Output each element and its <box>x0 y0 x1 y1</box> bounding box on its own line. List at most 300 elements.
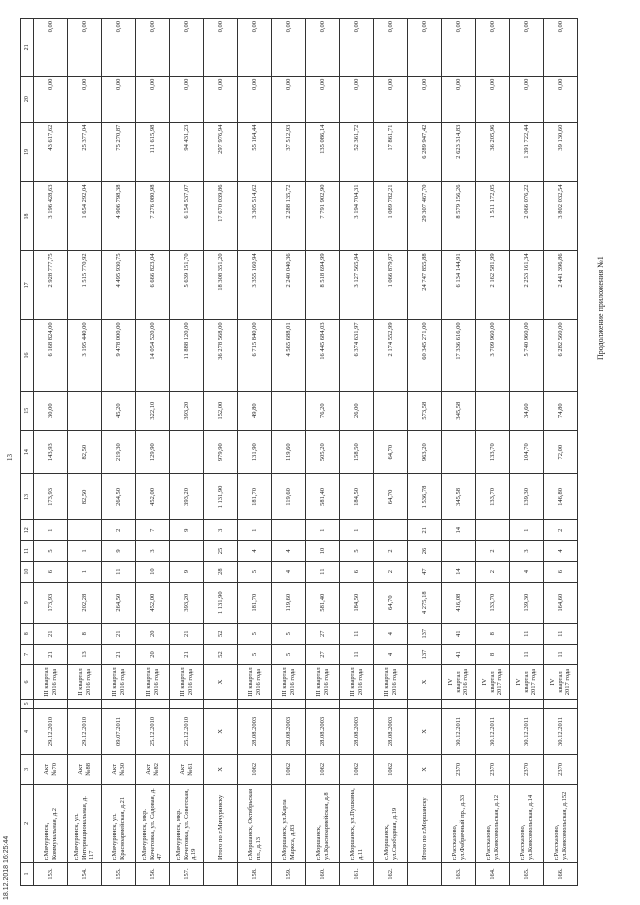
column-number: 4 <box>21 708 34 754</box>
table-cell: 6 <box>34 561 68 582</box>
table-cell: 5 <box>272 644 306 665</box>
table-cell: 82,50 <box>68 474 102 520</box>
table-cell: 11 <box>340 644 374 665</box>
table-cell: 52 <box>204 623 238 644</box>
table-cell: 166. <box>544 863 578 886</box>
table-cell: 322,10 <box>136 391 170 430</box>
table-cell: 3 305 514,62 <box>238 182 272 251</box>
table-cell: 3 802 032,54 <box>544 182 578 251</box>
table-cell: 581,40 <box>306 582 340 623</box>
table-cell: 0,00 <box>408 76 442 122</box>
table-cell <box>204 699 238 708</box>
table-cell: 2 <box>374 541 408 562</box>
table-cell: 0,00 <box>442 76 476 122</box>
table-cell: 21 <box>170 644 204 665</box>
table-cell: 25.12.2010 <box>170 708 204 754</box>
table-cell: 1 131,90 <box>204 474 238 520</box>
table-cell: 1062 <box>374 754 408 784</box>
table-cell: 39 130,60 <box>544 122 578 182</box>
table-cell: 8 518 694,99 <box>306 251 340 320</box>
table-cell: 20 <box>136 644 170 665</box>
table-cell: 153. <box>34 863 68 886</box>
table-cell: 0,00 <box>170 19 204 77</box>
table-cell: 30.12.2011 <box>544 708 578 754</box>
table-cell: 297 976,94 <box>204 122 238 182</box>
table-cell: X <box>204 665 238 699</box>
table-cell: 75 270,87 <box>102 122 136 182</box>
column-number: 19 <box>21 122 34 182</box>
table-cell: 181,70 <box>238 582 272 623</box>
table-cell: 345,58 <box>442 474 476 520</box>
table-cell: 30.12.2011 <box>476 708 510 754</box>
table-cell: 2 623 314,83 <box>442 122 476 182</box>
table-cell: 111 615,98 <box>136 122 170 182</box>
footer-timestamp: 18.12.2018 16:25:44 <box>3 835 10 900</box>
table-cell: Акт №70 <box>34 754 68 784</box>
table-row <box>510 19 544 886</box>
table-cell: 7 276 080,98 <box>136 182 170 251</box>
table-cell: 173,93 <box>34 582 68 623</box>
table-cell: 30.12.2011 <box>442 708 476 754</box>
table-cell: 184,50 <box>340 474 374 520</box>
table-cell: 8 579 156,26 <box>442 182 476 251</box>
table-cell: с.Моршанск, ул.Свободная, д.19 <box>374 784 408 862</box>
table-cell: 452,00 <box>136 474 170 520</box>
table-cell: 119,60 <box>272 474 306 520</box>
column-number: 20 <box>21 76 34 122</box>
table-cell: 0,00 <box>102 19 136 77</box>
table-cell: 5 <box>238 644 272 665</box>
table-cell: 5 740 960,00 <box>510 320 544 391</box>
table-cell: 2 066 076,22 <box>510 182 544 251</box>
table-cell: 2 162 581,99 <box>476 251 510 320</box>
table-cell: 133,70 <box>476 430 510 474</box>
table-cell: г.Мичуринск, мкр. Кочетовка, ул. Советская, д.19 <box>170 784 204 862</box>
table-cell: 6 666 823,04 <box>136 251 170 320</box>
table-cell: 163. <box>442 863 476 886</box>
table-cell: 14 <box>442 561 476 582</box>
column-number: 5 <box>21 699 34 708</box>
table-cell: 5 639 151,70 <box>170 251 204 320</box>
table-cell: 152,00 <box>204 391 238 430</box>
table-cell <box>272 520 306 541</box>
table-cell: 2370 <box>544 754 578 784</box>
table-cell: III квартал 2016 года <box>238 665 272 699</box>
table-cell: 0,00 <box>544 76 578 122</box>
table-cell: 1 066 879,97 <box>374 251 408 320</box>
table-cell: 345,58 <box>442 391 476 430</box>
table-cell: 8 <box>476 623 510 644</box>
table-cell: 104,70 <box>510 430 544 474</box>
table-cell: 94 431,23 <box>170 122 204 182</box>
table-cell: 6 <box>340 561 374 582</box>
table-cell: 11 <box>510 644 544 665</box>
table-cell: 162. <box>374 863 408 886</box>
table-cell: 2 <box>476 541 510 562</box>
table-cell <box>544 699 578 708</box>
table-cell <box>170 541 204 562</box>
table-cell <box>476 520 510 541</box>
table-cell: 3 355 160,94 <box>238 251 272 320</box>
table-cell: 0,00 <box>374 19 408 77</box>
table-cell: 161. <box>340 863 374 886</box>
table-cell: 5 <box>340 541 374 562</box>
table-cell: г.Моршанск, ул.Красноармейская, д.8 <box>306 784 340 862</box>
table-cell: 49,80 <box>238 391 272 430</box>
table-cell: 8 <box>476 644 510 665</box>
table-cell: 64,70 <box>374 474 408 520</box>
table-cell: 9 478 000,00 <box>102 320 136 391</box>
table-cell: 64,70 <box>374 430 408 474</box>
table-row <box>340 19 374 886</box>
table-cell: 16 445 684,03 <box>306 320 340 391</box>
table-cell: 30,00 <box>34 391 68 430</box>
table-cell: 119,60 <box>272 430 306 474</box>
table-cell: 0,00 <box>340 19 374 77</box>
table-cell: 2 <box>544 520 578 541</box>
table-cell: 2 253 161,34 <box>510 251 544 320</box>
table-cell: 10 <box>306 541 340 562</box>
table-cell: 184,50 <box>340 582 374 623</box>
table-cell: 0,00 <box>340 76 374 122</box>
table-cell: 27 <box>306 644 340 665</box>
table-cell <box>68 520 102 541</box>
table-cell: 154. <box>68 863 102 886</box>
table-cell: 0,00 <box>306 76 340 122</box>
table-cell: 3 709 960,00 <box>476 320 510 391</box>
table-cell: 3 195 440,00 <box>68 320 102 391</box>
table-cell: 30.12.2011 <box>510 708 544 754</box>
table-cell: 82,50 <box>68 430 102 474</box>
table-cell: III квартал 2016 года <box>34 665 68 699</box>
table-container <box>6 18 572 886</box>
table-cell: 43 617,62 <box>34 122 68 182</box>
table-cell: 0,00 <box>510 19 544 77</box>
table-cell: 6 <box>544 561 578 582</box>
table-cell: 2 928 777,75 <box>34 251 68 320</box>
table-cell <box>408 863 442 886</box>
table-row <box>408 19 442 886</box>
rotated-page <box>6 18 572 886</box>
table-cell: 1 <box>68 561 102 582</box>
table-cell: 17 336 616,00 <box>442 320 476 391</box>
table-cell: 1 <box>238 520 272 541</box>
table-cell: 2 <box>374 561 408 582</box>
table-cell: 0,00 <box>102 76 136 122</box>
table-cell: 1062 <box>238 754 272 784</box>
table-cell: 159. <box>272 863 306 886</box>
table-cell: 452,00 <box>136 582 170 623</box>
table-cell: 0,00 <box>306 19 340 77</box>
table-cell: 0,00 <box>34 76 68 122</box>
table-cell: IV квартал 2016 года <box>442 665 476 699</box>
table-cell: 76,20 <box>306 391 340 430</box>
table-cell: 6 154 537,07 <box>170 182 204 251</box>
table-cell: 11 <box>306 561 340 582</box>
table-cell: 1 <box>306 520 340 541</box>
table-cell: 1 391 722,44 <box>510 122 544 182</box>
table-cell: 157. <box>170 863 204 886</box>
table-cell: 6 374 631,97 <box>340 320 374 391</box>
table-cell: г.Моршанск, ул.Карла Маркса, д.83 <box>272 784 306 862</box>
table-cell: 0,00 <box>204 19 238 77</box>
column-number: 9 <box>21 582 34 623</box>
table-row <box>170 19 204 886</box>
table-cell: 158. <box>238 863 272 886</box>
table-cell: 74,80 <box>544 391 578 430</box>
table-cell: III квартал 2016 года <box>102 665 136 699</box>
table-cell <box>408 699 442 708</box>
table-cell: 219,30 <box>102 430 136 474</box>
table-cell: 264,50 <box>102 474 136 520</box>
table-cell: 10 <box>136 561 170 582</box>
column-number: 15 <box>21 391 34 430</box>
table-cell: Акт №88 <box>68 754 102 784</box>
table-cell <box>374 391 408 430</box>
table-cell: 158,50 <box>340 430 374 474</box>
table-cell: 14 054 520,00 <box>136 320 170 391</box>
column-number: 14 <box>21 430 34 474</box>
column-number: 2 <box>21 784 34 862</box>
table-cell <box>442 699 476 708</box>
table-cell: 52 <box>204 644 238 665</box>
table-cell <box>510 699 544 708</box>
table-cell <box>476 699 510 708</box>
table-cell: 4 495 930,75 <box>102 251 136 320</box>
table-cell: III квартал 2016 года <box>136 665 170 699</box>
table-cell: 21 <box>34 644 68 665</box>
table-cell: III квартал 2016 года <box>374 665 408 699</box>
column-number: 3 <box>21 754 34 784</box>
table-cell: 2370 <box>510 754 544 784</box>
table-cell: 5 <box>272 623 306 644</box>
table-cell <box>170 699 204 708</box>
table-cell: 17 670 039,86 <box>204 182 238 251</box>
column-number: 21 <box>21 19 34 77</box>
table-cell <box>238 699 272 708</box>
table-cell: 28.08.2003 <box>306 708 340 754</box>
table-cell: 4 <box>510 561 544 582</box>
table-cell: 29.12.2010 <box>34 708 68 754</box>
table-cell: 0,00 <box>238 76 272 122</box>
table-cell: 0,00 <box>136 76 170 122</box>
table-cell: 1 131,90 <box>204 582 238 623</box>
column-number: 7 <box>21 644 34 665</box>
table-cell: 60 345 271,00 <box>408 320 442 391</box>
table-cell: 2 441 396,86 <box>544 251 578 320</box>
table-cell: 2 <box>476 561 510 582</box>
table-cell: 1 <box>34 520 68 541</box>
table-cell: 1 <box>510 520 544 541</box>
table-cell: II квартал 2016 года <box>68 665 102 699</box>
table-cell: 164. <box>476 863 510 886</box>
table-cell: 139,30 <box>510 582 544 623</box>
table-cell: 0,00 <box>68 19 102 77</box>
table-cell: Акт №61 <box>170 754 204 784</box>
table-cell: 5 <box>238 623 272 644</box>
table-cell: 6 715 840,00 <box>238 320 272 391</box>
table-cell: 9 <box>170 520 204 541</box>
table-cell: 28 <box>204 561 238 582</box>
table-cell: 1 654 292,04 <box>68 182 102 251</box>
table-cell: X <box>408 665 442 699</box>
table-cell: IV квартал 2017 года <box>544 665 578 699</box>
column-number: 10 <box>21 561 34 582</box>
table-cell: 0,00 <box>272 19 306 77</box>
table-cell: 0,00 <box>408 19 442 77</box>
table-cell: 7 <box>136 520 170 541</box>
table-cell: 9 <box>102 541 136 562</box>
column-number: 1 <box>21 863 34 886</box>
table-cell: 119,60 <box>272 582 306 623</box>
table-row <box>272 19 306 886</box>
table-cell: 202,28 <box>68 582 102 623</box>
table-cell: 6 289 947,42 <box>408 122 442 182</box>
table-cell: 133,70 <box>476 474 510 520</box>
table-cell: 21 <box>170 623 204 644</box>
table-cell: 0,00 <box>170 76 204 122</box>
table-cell <box>374 520 408 541</box>
table-cell: 581,40 <box>306 474 340 520</box>
table-cell: 155. <box>102 863 136 886</box>
table-cell: 28.08.2003 <box>238 708 272 754</box>
table-cell: 2 240 040,36 <box>272 251 306 320</box>
table-cell: г.Моршанск, Октябрьская пл., д.13 <box>238 784 272 862</box>
column-number: 17 <box>21 251 34 320</box>
table-cell <box>204 863 238 886</box>
table-cell: X <box>408 754 442 784</box>
table-cell: 25 <box>204 541 238 562</box>
table-cell: 0,00 <box>272 76 306 122</box>
table-cell <box>340 699 374 708</box>
table-cell: 14 <box>442 520 476 541</box>
table-cell: г.Мичуринск, Коммунальная, д.2 <box>34 784 68 862</box>
table-cell: г.Моршанск, ул.Пушкина, д.11 <box>340 784 374 862</box>
page-number: 13 <box>6 454 14 461</box>
table-cell: 4 <box>374 644 408 665</box>
table-cell: Акт №82 <box>136 754 170 784</box>
table-cell: 4 275,18 <box>408 582 442 623</box>
table-cell: 34,60 <box>510 391 544 430</box>
table-cell <box>102 699 136 708</box>
table-cell: 11 <box>340 623 374 644</box>
table-row <box>238 19 272 886</box>
table-cell: IV квартал 2017 года <box>510 665 544 699</box>
column-number: 11 <box>21 541 34 562</box>
table-cell: 3 196 428,63 <box>34 182 68 251</box>
table-cell <box>170 430 204 474</box>
table-cell: 9 <box>170 561 204 582</box>
column-number: 18 <box>21 182 34 251</box>
table-row <box>442 19 476 886</box>
table-cell: 21 <box>34 623 68 644</box>
table-cell: 4 <box>374 623 408 644</box>
table-cell: 28.08.2003 <box>272 708 306 754</box>
table-cell: 18 308 351,20 <box>204 251 238 320</box>
table-row <box>476 19 510 886</box>
table-cell <box>442 541 476 562</box>
table-cell: 0,00 <box>204 76 238 122</box>
table-cell: 3 194 704,31 <box>340 182 374 251</box>
table-cell: 4 906 798,38 <box>102 182 136 251</box>
table-cell: 24 747 855,88 <box>408 251 442 320</box>
table-cell: г.Рассказово, ул.Комсомольская, д.14 <box>510 784 544 862</box>
table-cell <box>272 391 306 430</box>
table-cell: 129,90 <box>136 430 170 474</box>
table-cell: г.Рассказово, ул.Комсомольская, д.152 <box>544 784 578 862</box>
table-cell: 133,70 <box>476 582 510 623</box>
table-cell: 2370 <box>476 754 510 784</box>
table-cell: 393,20 <box>170 391 204 430</box>
column-number: 13 <box>21 474 34 520</box>
table-cell: 29.12.2010 <box>68 708 102 754</box>
table-cell: 573,58 <box>408 391 442 430</box>
table-cell <box>34 699 68 708</box>
column-number: 12 <box>21 520 34 541</box>
table-cell: 55 164,44 <box>238 122 272 182</box>
table-cell: 1 <box>340 520 374 541</box>
table-cell: 0,00 <box>476 19 510 77</box>
table-cell: 5 <box>34 541 68 562</box>
table-cell: 0,00 <box>374 76 408 122</box>
table-cell: 156. <box>136 863 170 886</box>
table-cell: 1062 <box>272 754 306 784</box>
table-row <box>204 19 238 886</box>
table-cell: 3 127 565,94 <box>340 251 374 320</box>
table-cell: г.Мичуринск, мкр. Кочетовка, ул. Садовая, д. 47 <box>136 784 170 862</box>
table-cell: 1 089 782,21 <box>374 182 408 251</box>
table-row <box>306 19 340 886</box>
table-cell: IV квартал 2017 года <box>476 665 510 699</box>
table-cell <box>136 699 170 708</box>
table-cell: 11 888 120,00 <box>170 320 204 391</box>
table-cell: 2370 <box>442 754 476 784</box>
table-cell: 26,00 <box>340 391 374 430</box>
appendix-note: Продолжение приложения №1 <box>596 256 605 360</box>
table-cell: 1062 <box>340 754 374 784</box>
column-number: 8 <box>21 623 34 644</box>
column-number: 6 <box>21 665 34 699</box>
table-cell: 7 791 902,90 <box>306 182 340 251</box>
table-cell: 25.12.2010 <box>136 708 170 754</box>
table-cell: 21 <box>102 623 136 644</box>
table-cell: 36 278 568,00 <box>204 320 238 391</box>
table-cell: 64,70 <box>374 582 408 623</box>
table-cell: 165. <box>510 863 544 886</box>
table-cell: 6 168 824,00 <box>34 320 68 391</box>
table-cell: 6 282 560,00 <box>544 320 578 391</box>
table-cell: 173,93 <box>34 474 68 520</box>
table-cell: 27 <box>306 623 340 644</box>
table-cell: 37 512,93 <box>272 122 306 182</box>
table-cell: 264,50 <box>102 582 136 623</box>
table-cell: III квартал 2016 года <box>306 665 340 699</box>
table-cell: 21 <box>102 644 136 665</box>
table-row <box>374 19 408 886</box>
table-cell: 26 <box>408 541 442 562</box>
table-cell: 963,20 <box>408 430 442 474</box>
table-cell: 0,00 <box>136 19 170 77</box>
table-cell: 2 174 552,99 <box>374 320 408 391</box>
table-cell: 6 134 144,91 <box>442 251 476 320</box>
table-cell <box>476 391 510 430</box>
table-cell: 393,20 <box>170 474 204 520</box>
table-cell: III квартал 2016 года <box>340 665 374 699</box>
table-cell: Итого по г.Мичуринску <box>204 784 238 862</box>
table-cell: 09.07.2011 <box>102 708 136 754</box>
table-cell: 1 515 770,92 <box>68 251 102 320</box>
table-cell: 4 <box>272 561 306 582</box>
